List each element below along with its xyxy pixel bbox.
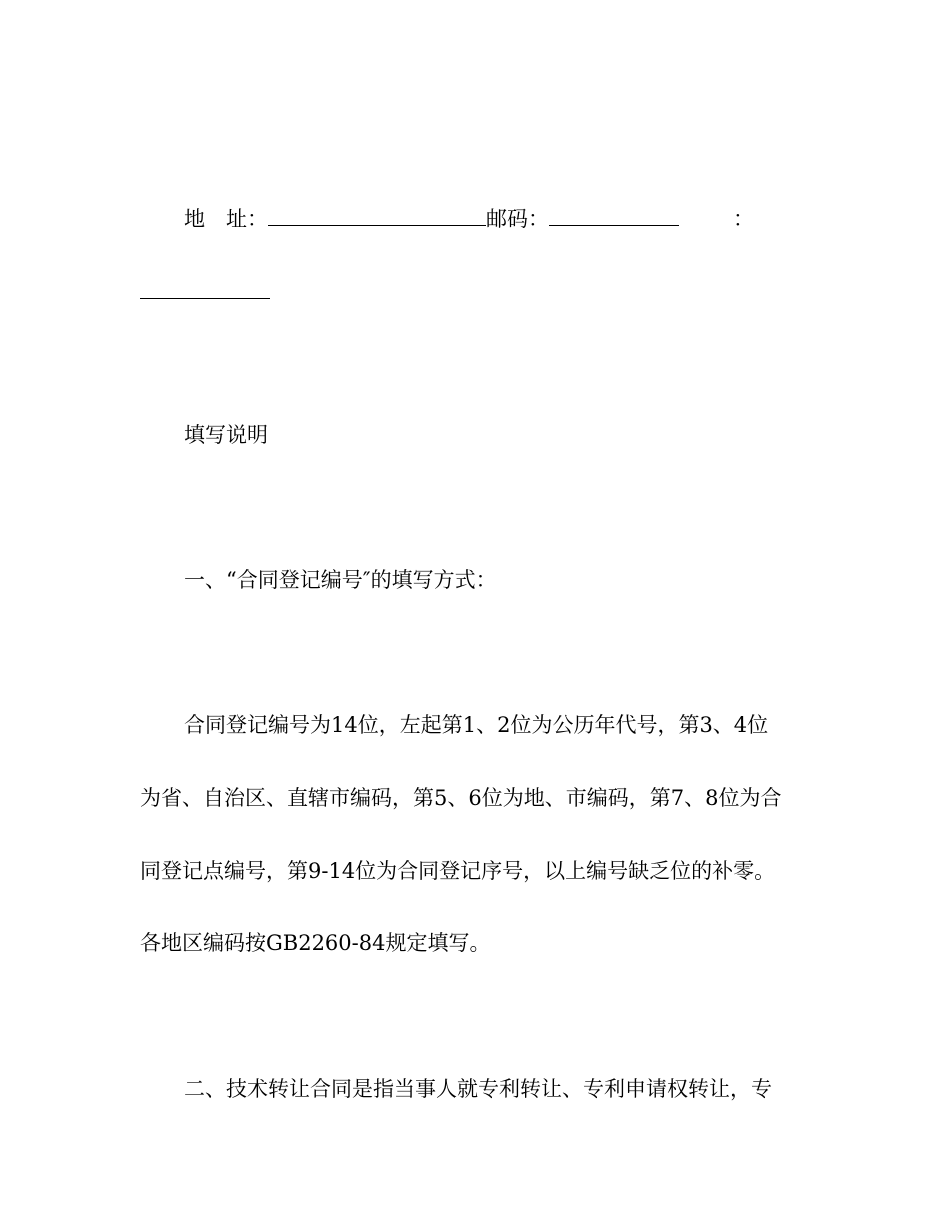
section2-line-1: 二、技术转让合同是指当事人就专利转让、专利申请权转让，专 — [184, 1077, 772, 1101]
postcode-blank[interactable] — [549, 203, 679, 226]
address-label: 地 址： — [184, 207, 268, 231]
postcode-label: 邮码： — [486, 207, 549, 231]
section1-heading: 一、“合同登记编号″的填写方式： — [184, 568, 497, 592]
trailing-colon: ： — [733, 207, 754, 231]
section1-line-3: 同登记点编号，第9-14位为合同登记序号，以上编号缺乏位的补零。 — [140, 859, 776, 883]
section1-line-1: 合同登记编号为14位，左起第1、2位为公历年代号，第3、4位 — [184, 713, 769, 737]
address-line — [184, 203, 754, 234]
continuation-blank[interactable] — [140, 298, 270, 299]
address-blank[interactable] — [268, 203, 486, 226]
instructions-title: 填写说明 — [184, 423, 268, 447]
section1-line-2: 为省、自治区、直辖市编码，第5、6位为地、市编码，第7、8位为合 — [140, 786, 782, 810]
section1-line-4: 各地区编码按GB2260-84规定填写。 — [140, 931, 491, 955]
